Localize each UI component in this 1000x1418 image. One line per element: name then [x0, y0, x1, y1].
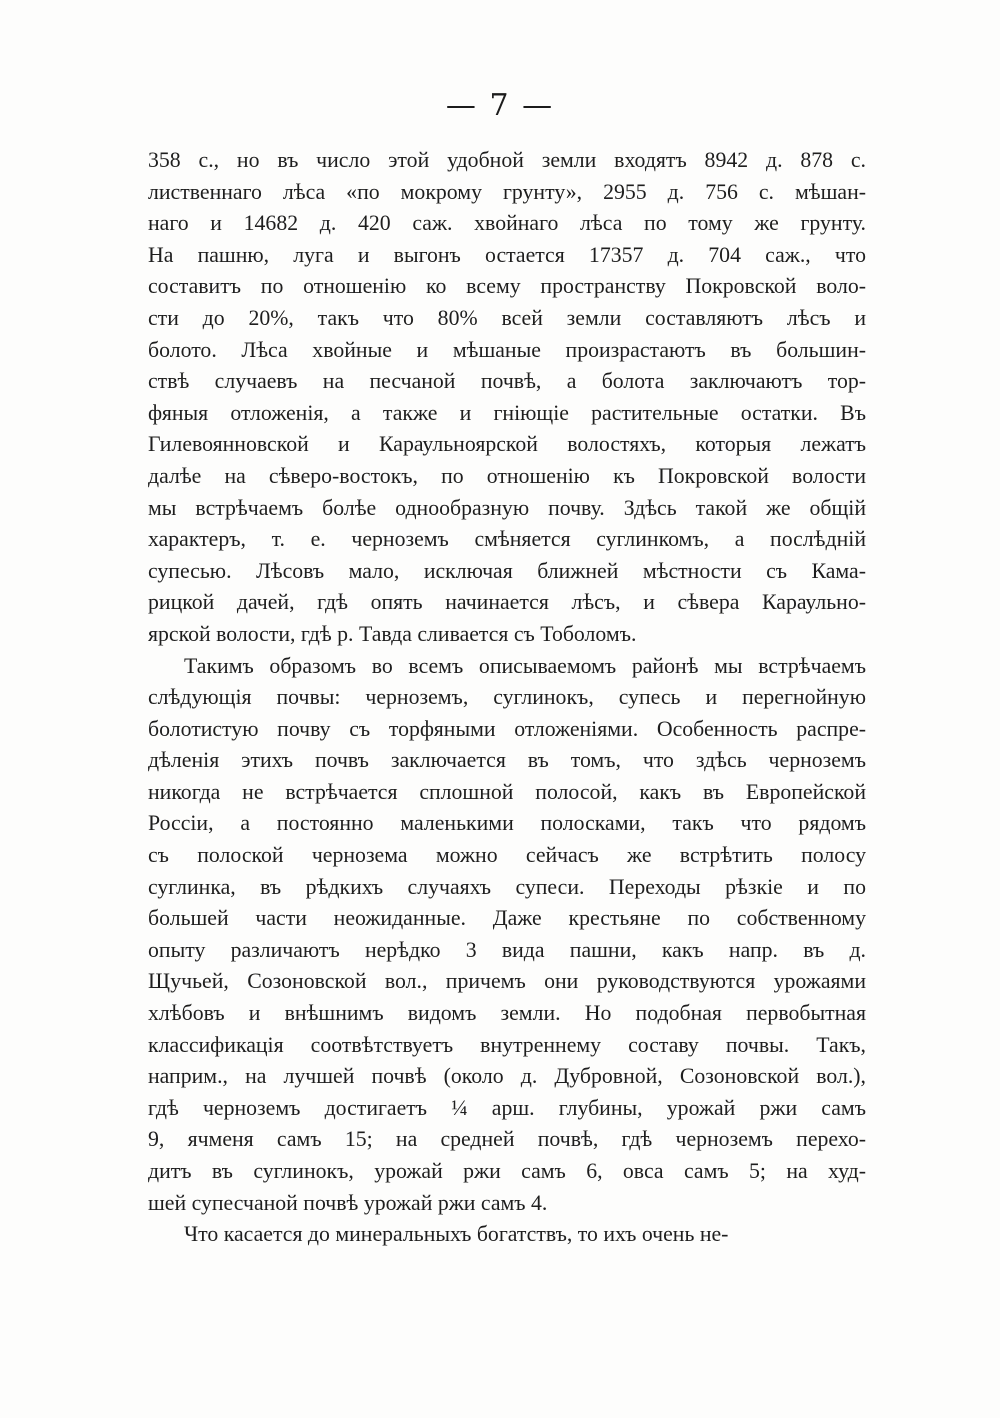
text-line: далѣе на сѣверо-востокъ, по отношенію къ Покровской волости: [148, 463, 866, 488]
text-line: лиственнаго лѣса «по мокрому грунту», 2955 д. 756 с. мѣшан-: [148, 179, 866, 204]
text-line: составитъ по отношенію ко всему пространству Покровской воло-: [148, 274, 866, 299]
text-line: сти до 20%, такъ что 80% всей земли составляютъ лѣсъ и: [148, 305, 866, 330]
text-line: мы встрѣчаемъ болѣе однообразную почву. Здѣсь такой же общій: [148, 495, 866, 520]
text-line: шей супесчаной почвѣ урожай ржи самъ 4.: [148, 1190, 548, 1215]
text-line: большей части неожиданные. Даже крестьяне по собственному: [148, 906, 866, 931]
text-line: опыту различаютъ нерѣдко 3 вида пашни, какъ напр. въ д.: [148, 937, 866, 962]
text-line: Что касается до минеральныхъ богатствъ, то ихъ очень не-: [184, 1222, 729, 1247]
text-line: 358 с., но въ число этой удобной земли входятъ 8942 д. 878 с.: [148, 148, 866, 172]
text-line: суглинка, въ рѣдкихъ случаяхъ супеси. Переходы рѣзкіе и по: [148, 874, 866, 899]
text-line: слѣдующія почвы: черноземъ, суглинокъ, супесь и перегнойную: [148, 685, 866, 710]
text-line: классификація соотвѣтствуетъ внутреннему составу почвы. Такъ,: [148, 1032, 866, 1057]
paragraph: [148, 651, 866, 1220]
text-line: фяныя отложенія, а также и гніющіе растительные остатки. Въ: [148, 400, 866, 425]
text-line: 9, ячменя самъ 15; на средней почвѣ, гдѣ черноземъ перехо-: [148, 1127, 866, 1152]
paragraph: [148, 1219, 866, 1251]
text-line: никогда не встрѣчается сплошной полосой, какъ въ Европейской: [148, 779, 866, 804]
text-line: наго и 14682 д. 420 саж. хвойнаго лѣса по тому же грунту.: [148, 211, 866, 236]
text-line: ствѣ случаевъ на песчаной почвѣ, а болота заключаютъ тор-: [148, 369, 866, 394]
text-line: Щучьей, Созоновской вол., причемъ они руководствуются урожаями: [148, 969, 866, 994]
page-number: — 7 —: [445, 88, 555, 123]
text-line: съ полоской чернозема можно сейчасъ же встрѣтить полосу: [148, 843, 866, 868]
text-line: Гилевоянновской и Караульноярской волостяхъ, которыя лежатъ: [148, 432, 866, 457]
text-line: характеръ, т. е. черноземъ смѣняется суглинкомъ, а послѣдній: [148, 527, 866, 552]
text-body: [148, 145, 866, 1251]
paragraph: [148, 145, 866, 651]
text-line: рицкой дачей, гдѣ опять начинается лѣсъ, и сѣвера Караульно-: [148, 590, 866, 615]
text-line: дитъ въ суглинокъ, урожай ржи самъ 6, овса самъ 5; на худ-: [148, 1159, 866, 1183]
text-line: хлѣбовъ и внѣшнимъ видомъ земли. Но подобная первобытная: [148, 1001, 866, 1026]
text-line: Такимъ образомъ во всемъ описываемомъ районѣ мы встрѣчаемъ: [184, 653, 866, 678]
text-line: болотистую почву съ торфяными отложеніями. Особенность распре-: [148, 716, 866, 741]
text-line: болото. Лѣса хвойные и мѣшаные произрастаютъ въ большин-: [148, 337, 866, 362]
text-line: ярской волости, гдѣ р. Тавда сливается съ Тоболомъ.: [148, 621, 637, 646]
text-line: дѣленія этихъ почвъ заключается въ томъ, что здѣсь черноземъ: [148, 748, 866, 773]
text-line: гдѣ черноземъ достигаетъ ¼ арш. глубины, урожай ржи самъ: [148, 1095, 866, 1120]
text-line: Россіи, а постоянно маленькими полосками, такъ что рядомъ: [148, 811, 866, 836]
text-line: супесью. Лѣсовъ мало, исключая ближней мѣстности съ Кама-: [148, 558, 866, 583]
text-line: На пашню, луга и выгонъ остается 17357 д. 704 саж., что: [148, 242, 866, 267]
text-line: наприм., на лучшей почвѣ (около д. Дубровной, Созоновской вол.),: [148, 1064, 866, 1089]
